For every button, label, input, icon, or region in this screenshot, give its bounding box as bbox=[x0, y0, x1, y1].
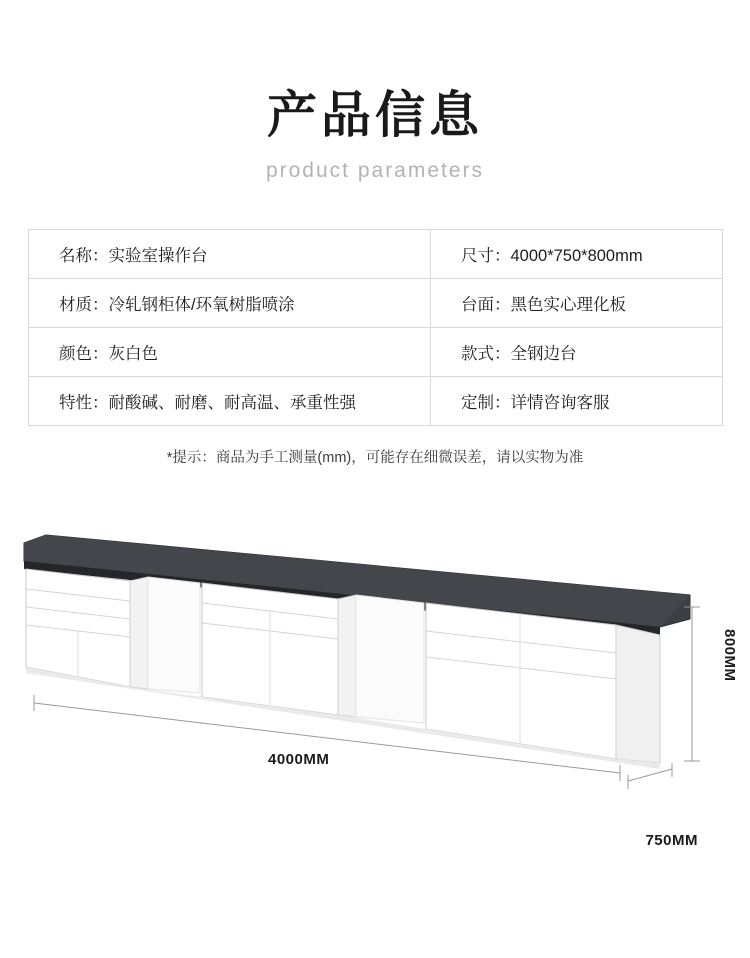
page-subtitle: product parameters bbox=[265, 159, 485, 182]
table-cell-size bbox=[431, 230, 723, 279]
table-row bbox=[29, 279, 723, 328]
table-cell-countertop bbox=[431, 279, 723, 328]
cell-label: 定制： bbox=[461, 394, 511, 412]
cell-value: 冷轧钢柜体/环氧树脂喷涂 bbox=[108, 296, 295, 314]
dimension-label-height: 800MM bbox=[721, 629, 738, 682]
cell-value: 全钢边台 bbox=[510, 345, 577, 363]
product-illustration bbox=[0, 511, 750, 911]
cell-label: 材质： bbox=[59, 296, 109, 314]
measurement-note: *提示：商品为手工测量(mm)，可能存在细微误差，请以实物为准 bbox=[166, 450, 584, 466]
cell-label: 尺寸： bbox=[461, 247, 511, 265]
knee-space-right bbox=[356, 595, 424, 723]
cell-label: 特性： bbox=[59, 394, 109, 412]
cabinet-left-side bbox=[130, 577, 148, 689]
table-cell-material bbox=[29, 279, 431, 328]
cabinet-middle-side bbox=[338, 595, 356, 717]
dimension-line-depth bbox=[628, 769, 672, 781]
cell-value: 灰白色 bbox=[108, 345, 158, 363]
table-cell-features bbox=[29, 377, 431, 426]
cell-value: 详情咨询客服 bbox=[510, 394, 610, 412]
table-row bbox=[29, 328, 723, 377]
table-cell-name bbox=[29, 230, 431, 279]
knee-space-left bbox=[148, 577, 200, 693]
spec-table bbox=[28, 229, 723, 426]
dimension-label-depth: 750MM bbox=[645, 832, 698, 849]
cell-value: 耐酸碱、耐磨、耐高温、承重性强 bbox=[108, 394, 356, 412]
table-cell-customization bbox=[431, 377, 723, 426]
cell-label: 颜色： bbox=[59, 345, 109, 363]
table-row bbox=[29, 377, 723, 426]
table-cell-color bbox=[29, 328, 431, 377]
cell-label: 款式： bbox=[461, 345, 511, 363]
cell-value: 4000*750*800mm bbox=[510, 247, 643, 265]
cell-value: 实验室操作台 bbox=[108, 247, 208, 265]
table-cell-style bbox=[431, 328, 723, 377]
page-title: 产品信息 bbox=[267, 86, 483, 144]
page-header bbox=[0, 0, 750, 183]
cell-label: 名称： bbox=[59, 247, 109, 265]
table-row bbox=[29, 230, 723, 279]
cabinet-right-side bbox=[616, 625, 660, 763]
dimension-label-length: 4000MM bbox=[268, 751, 330, 768]
workbench-drawing bbox=[0, 511, 750, 911]
spec-table-wrapper bbox=[28, 229, 722, 467]
cell-label: 台面： bbox=[461, 296, 511, 314]
cell-value: 黑色实心理化板 bbox=[510, 296, 626, 314]
